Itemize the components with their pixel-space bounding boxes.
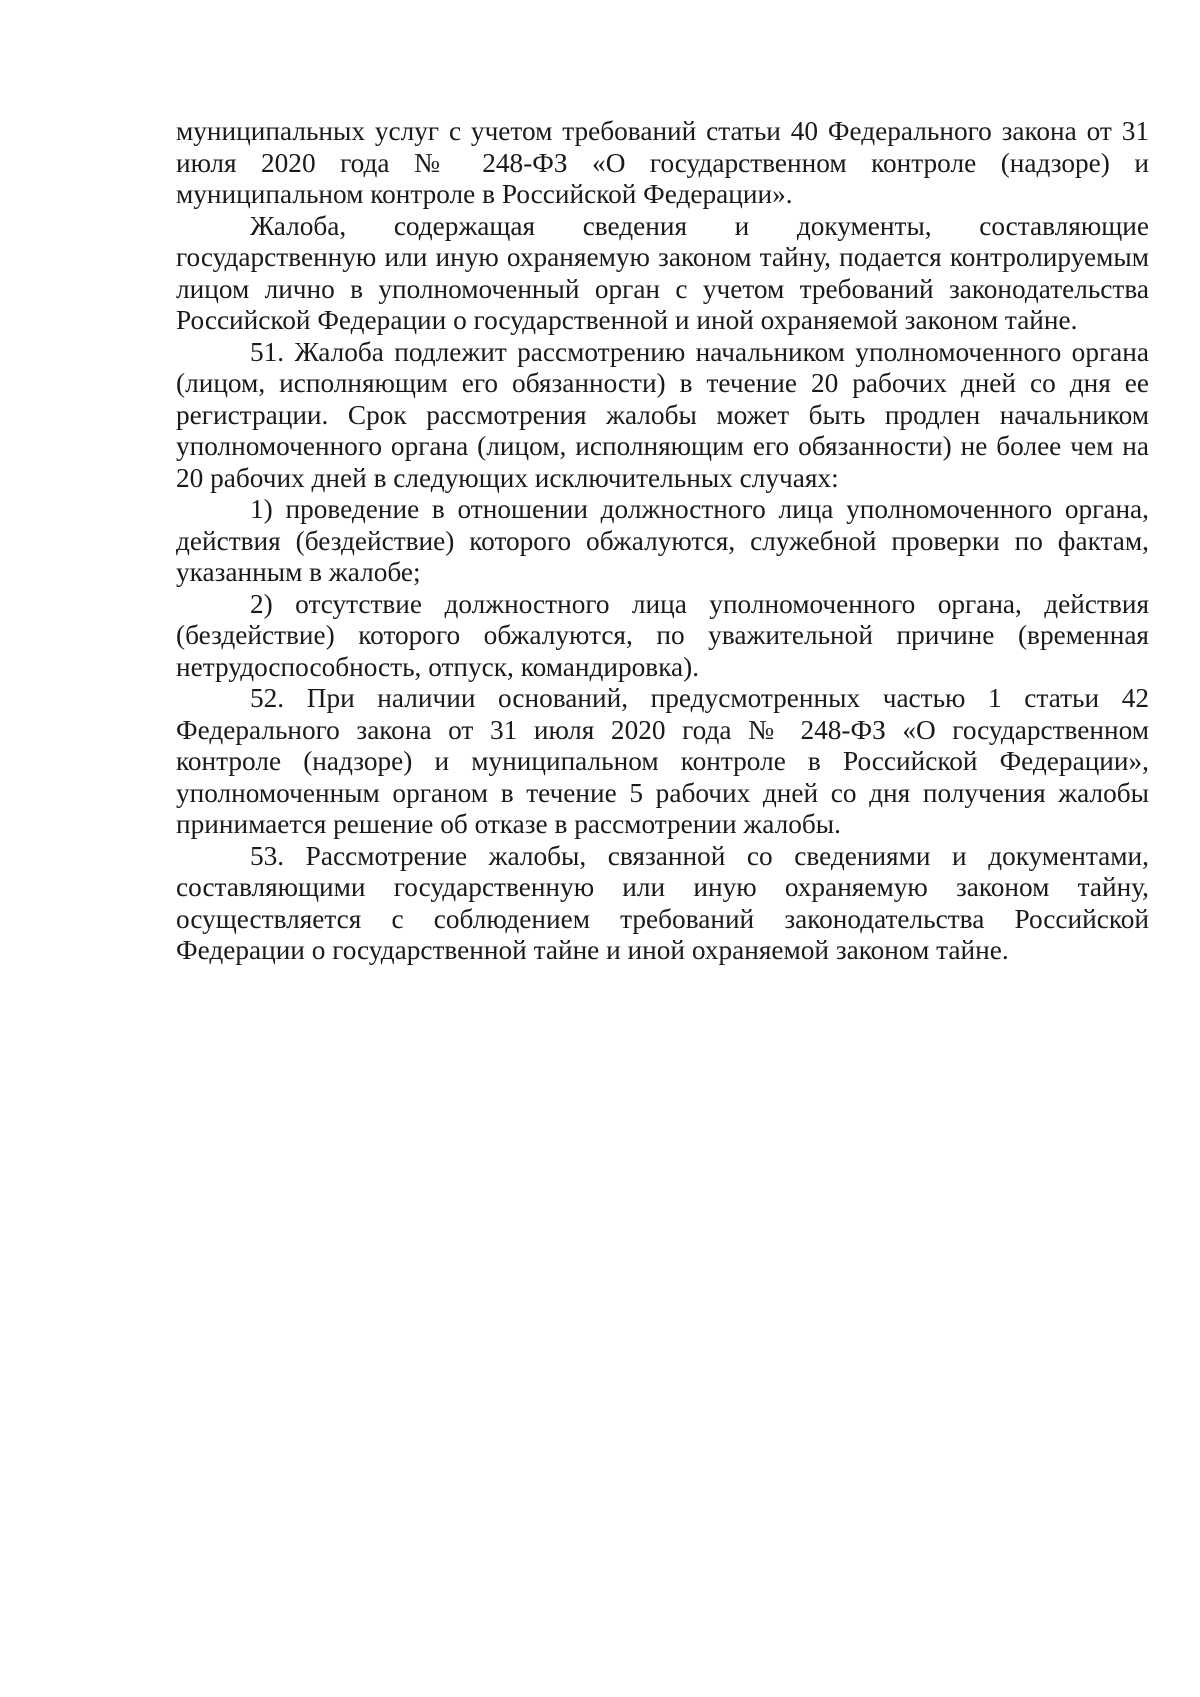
paragraph-51-item-1: 1) проведение в отношении должностного лица уполномоченного органа, действия (бездействие) которого обжалуются, служебной проверки по фактам, указанным в жалобе; bbox=[176, 494, 1149, 587]
paragraph-52: 52. При наличии оснований, предусмотренных частью 1 статьи 42 Федерального закона от 31 июля 2020 года № 248-ФЗ «О государственном контроле (надзоре) и муниципальном контроле в Российской Федерации», уполномоченным органом в течение 5 рабочих дней со дня получения жалобы принимается решение об отказе в рассмотрении жалобы. bbox=[176, 683, 1149, 839]
paragraph-complaint-secret: Жалоба, содержащая сведения и документы, составляющие государственную или иную охраняемую законом тайну, подается контролируемым лицом лично в уполномоченный орган с учетом требований законодательства Российской Федерации о государственной и иной охраняемой законом тайне. bbox=[176, 210, 1149, 335]
paragraph-53: 53. Рассмотрение жалобы, связанной со сведениями и документами, составляющими государственную или иную охраняемую законом тайну, осуществляется с соблюдением требований законодательства Российской Федерации о государственной тайне и иной охраняемой законом тайне. bbox=[176, 840, 1149, 965]
paragraph-51: 51. Жалоба подлежит рассмотрению начальником уполномоченного органа (лицом, исполняющим его обязанности) в течение 20 рабочих дней со дня ее регистрации. Срок рассмотрения жалобы может быть продлен начальником уполномоченного органа (лицом, исполняющим его обязанности) не более чем на 20 рабочих дней в следующих исключительных случаях: bbox=[176, 336, 1149, 493]
document-page bbox=[176, 116, 1149, 967]
paragraph-51-item-2: 2) отсутствие должностного лица уполномоченного органа, действия (бездействие) которого обжалуются, по уважительной причине (временная нетрудоспособность, отпуск, командировка). bbox=[176, 588, 1149, 682]
paragraph-continuation: муниципальных услуг с учетом требований статьи 40 Федерального закона от 31 июля 2020 года № 248-ФЗ «О государственном контроле (надзоре) и муниципальном контроле в Российской Федерации». bbox=[176, 116, 1149, 209]
